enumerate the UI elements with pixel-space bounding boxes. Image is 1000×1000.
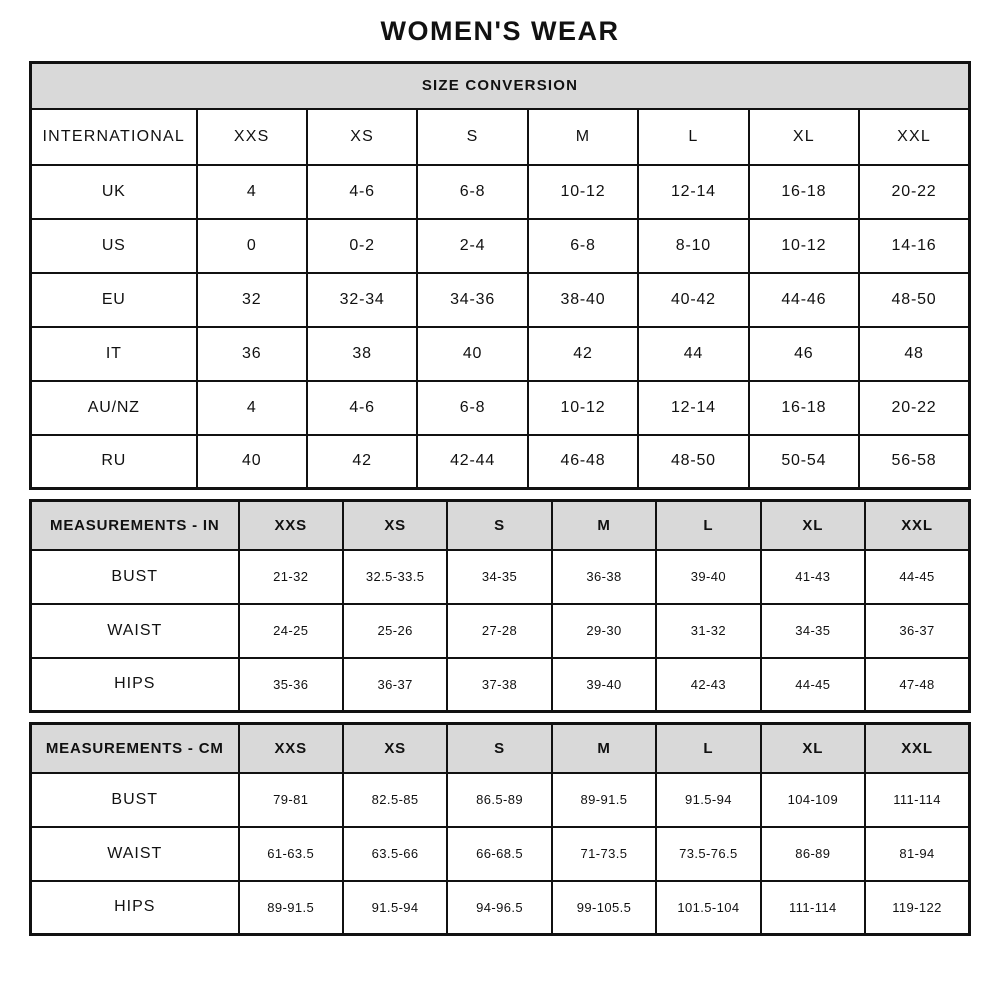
data-cell: 6-8 bbox=[417, 165, 527, 219]
data-cell: 48-50 bbox=[859, 273, 969, 327]
data-cell: 21-32 bbox=[239, 550, 343, 604]
data-cell: 40 bbox=[417, 327, 527, 381]
data-cell: 12-14 bbox=[638, 381, 748, 435]
data-cell: 32-34 bbox=[307, 273, 417, 327]
data-cell: 99-105.5 bbox=[552, 881, 656, 935]
data-cell: 42 bbox=[528, 327, 638, 381]
measurements-cm-row-waist bbox=[31, 827, 970, 881]
data-cell: 73.5-76.5 bbox=[656, 827, 760, 881]
data-cell: 91.5-94 bbox=[343, 881, 447, 935]
data-cell: 37-38 bbox=[447, 658, 551, 712]
data-cell: 71-73.5 bbox=[552, 827, 656, 881]
row-label: IT bbox=[31, 327, 197, 381]
data-cell: 104-109 bbox=[761, 773, 865, 827]
size-conversion-caption-row bbox=[31, 63, 970, 109]
data-cell: 56-58 bbox=[859, 435, 969, 489]
data-cell: 66-68.5 bbox=[447, 827, 551, 881]
measurements-in-header-label: MEASUREMENTS - IN bbox=[31, 501, 239, 550]
row-label: EU bbox=[31, 273, 197, 327]
size-conversion-row-eu bbox=[31, 273, 970, 327]
size-conversion-row-au-nz bbox=[31, 381, 970, 435]
data-cell: 10-12 bbox=[749, 219, 859, 273]
data-cell: 4 bbox=[197, 381, 307, 435]
data-cell: 44 bbox=[638, 327, 748, 381]
data-cell: 16-18 bbox=[749, 381, 859, 435]
data-cell: 44-45 bbox=[761, 658, 865, 712]
measurements-in-header-size-3: S bbox=[447, 501, 551, 550]
size-conversion-row-ru bbox=[31, 435, 970, 489]
data-cell: 36-38 bbox=[552, 550, 656, 604]
size-conversion-header-size-3: S bbox=[417, 109, 527, 165]
data-cell: 4 bbox=[197, 165, 307, 219]
size-conversion-header-size-4: M bbox=[528, 109, 638, 165]
data-cell: 36 bbox=[197, 327, 307, 381]
data-cell: 42-43 bbox=[656, 658, 760, 712]
data-cell: 0 bbox=[197, 219, 307, 273]
data-cell: 81-94 bbox=[865, 827, 969, 881]
data-cell: 4-6 bbox=[307, 381, 417, 435]
row-label: WAIST bbox=[31, 604, 239, 658]
size-conversion-header-size-2: XS bbox=[307, 109, 417, 165]
measurements-in-header-size-1: XXS bbox=[239, 501, 343, 550]
data-cell: 6-8 bbox=[528, 219, 638, 273]
size-conversion-header-row bbox=[31, 109, 970, 165]
data-cell: 111-114 bbox=[865, 773, 969, 827]
row-label: UK bbox=[31, 165, 197, 219]
data-cell: 111-114 bbox=[761, 881, 865, 935]
measurements-in-header-size-5: L bbox=[656, 501, 760, 550]
measurements-cm-header-size-7: XXL bbox=[865, 724, 969, 773]
measurements-in-header-row bbox=[31, 501, 970, 550]
data-cell: 31-32 bbox=[656, 604, 760, 658]
data-cell: 89-91.5 bbox=[239, 881, 343, 935]
measurements-in-row-bust bbox=[31, 550, 970, 604]
measurements-cm-header-label: MEASUREMENTS - CM bbox=[31, 724, 239, 773]
row-label: AU/NZ bbox=[31, 381, 197, 435]
data-cell: 44-46 bbox=[749, 273, 859, 327]
data-cell: 94-96.5 bbox=[447, 881, 551, 935]
data-cell: 16-18 bbox=[749, 165, 859, 219]
size-conversion-table bbox=[29, 61, 971, 490]
data-cell: 34-35 bbox=[447, 550, 551, 604]
row-label: RU bbox=[31, 435, 197, 489]
size-conversion-row-it bbox=[31, 327, 970, 381]
data-cell: 61-63.5 bbox=[239, 827, 343, 881]
measurements-cm-header-size-2: XS bbox=[343, 724, 447, 773]
data-cell: 25-26 bbox=[343, 604, 447, 658]
data-cell: 32.5-33.5 bbox=[343, 550, 447, 604]
data-cell: 38 bbox=[307, 327, 417, 381]
data-cell: 0-2 bbox=[307, 219, 417, 273]
size-conversion-row-us bbox=[31, 219, 970, 273]
data-cell: 34-35 bbox=[761, 604, 865, 658]
data-cell: 40 bbox=[197, 435, 307, 489]
measurements-in-header-size-7: XXL bbox=[865, 501, 969, 550]
data-cell: 48-50 bbox=[638, 435, 748, 489]
data-cell: 27-28 bbox=[447, 604, 551, 658]
data-cell: 36-37 bbox=[343, 658, 447, 712]
row-label: BUST bbox=[31, 773, 239, 827]
data-cell: 86.5-89 bbox=[447, 773, 551, 827]
data-cell: 2-4 bbox=[417, 219, 527, 273]
measurements-in-row-hips bbox=[31, 658, 970, 712]
data-cell: 46-48 bbox=[528, 435, 638, 489]
measurements-cm-header-size-3: S bbox=[447, 724, 551, 773]
size-conversion-header-size-7: XXL bbox=[859, 109, 969, 165]
data-cell: 34-36 bbox=[417, 273, 527, 327]
measurements-cm-header-row bbox=[31, 724, 970, 773]
data-cell: 48 bbox=[859, 327, 969, 381]
data-cell: 82.5-85 bbox=[343, 773, 447, 827]
data-cell: 12-14 bbox=[638, 165, 748, 219]
measurements-cm-row-bust bbox=[31, 773, 970, 827]
row-label: HIPS bbox=[31, 658, 239, 712]
data-cell: 46 bbox=[749, 327, 859, 381]
data-cell: 63.5-66 bbox=[343, 827, 447, 881]
data-cell: 35-36 bbox=[239, 658, 343, 712]
data-cell: 4-6 bbox=[307, 165, 417, 219]
data-cell: 42 bbox=[307, 435, 417, 489]
data-cell: 91.5-94 bbox=[656, 773, 760, 827]
size-conversion-title: SIZE CONVERSION bbox=[31, 63, 970, 109]
data-cell: 20-22 bbox=[859, 381, 969, 435]
data-cell: 24-25 bbox=[239, 604, 343, 658]
data-cell: 89-91.5 bbox=[552, 773, 656, 827]
row-label: HIPS bbox=[31, 881, 239, 935]
page-title: WOMEN'S WEAR bbox=[380, 16, 620, 46]
measurements-cm-header-size-4: M bbox=[552, 724, 656, 773]
measurements-in-header-size-2: XS bbox=[343, 501, 447, 550]
row-label: WAIST bbox=[31, 827, 239, 881]
measurements-in-table bbox=[29, 499, 971, 713]
measurements-cm-header-size-6: XL bbox=[761, 724, 865, 773]
data-cell: 50-54 bbox=[749, 435, 859, 489]
data-cell: 10-12 bbox=[528, 381, 638, 435]
size-conversion-header-size-5: L bbox=[638, 109, 748, 165]
data-cell: 86-89 bbox=[761, 827, 865, 881]
data-cell: 101.5-104 bbox=[656, 881, 760, 935]
measurements-cm-header-size-1: XXS bbox=[239, 724, 343, 773]
measurements-cm-header-size-5: L bbox=[656, 724, 760, 773]
data-cell: 6-8 bbox=[417, 381, 527, 435]
data-cell: 20-22 bbox=[859, 165, 969, 219]
size-conversion-header-size-6: XL bbox=[749, 109, 859, 165]
measurements-cm-table bbox=[29, 722, 971, 936]
data-cell: 41-43 bbox=[761, 550, 865, 604]
data-cell: 14-16 bbox=[859, 219, 969, 273]
row-label: US bbox=[31, 219, 197, 273]
data-cell: 79-81 bbox=[239, 773, 343, 827]
data-cell: 44-45 bbox=[865, 550, 969, 604]
data-cell: 119-122 bbox=[865, 881, 969, 935]
measurements-in-row-waist bbox=[31, 604, 970, 658]
data-cell: 10-12 bbox=[528, 165, 638, 219]
data-cell: 38-40 bbox=[528, 273, 638, 327]
measurements-in-header-size-6: XL bbox=[761, 501, 865, 550]
data-cell: 36-37 bbox=[865, 604, 969, 658]
size-conversion-header-size-1: XXS bbox=[197, 109, 307, 165]
size-conversion-row-uk bbox=[31, 165, 970, 219]
data-cell: 32 bbox=[197, 273, 307, 327]
data-cell: 40-42 bbox=[638, 273, 748, 327]
data-cell: 29-30 bbox=[552, 604, 656, 658]
row-label: BUST bbox=[31, 550, 239, 604]
data-cell: 39-40 bbox=[552, 658, 656, 712]
data-cell: 8-10 bbox=[638, 219, 748, 273]
measurements-in-header-size-4: M bbox=[552, 501, 656, 550]
data-cell: 47-48 bbox=[865, 658, 969, 712]
data-cell: 42-44 bbox=[417, 435, 527, 489]
data-cell: 39-40 bbox=[656, 550, 760, 604]
size-conversion-header-label: INTERNATIONAL bbox=[31, 109, 197, 165]
measurements-cm-row-hips bbox=[31, 881, 970, 935]
